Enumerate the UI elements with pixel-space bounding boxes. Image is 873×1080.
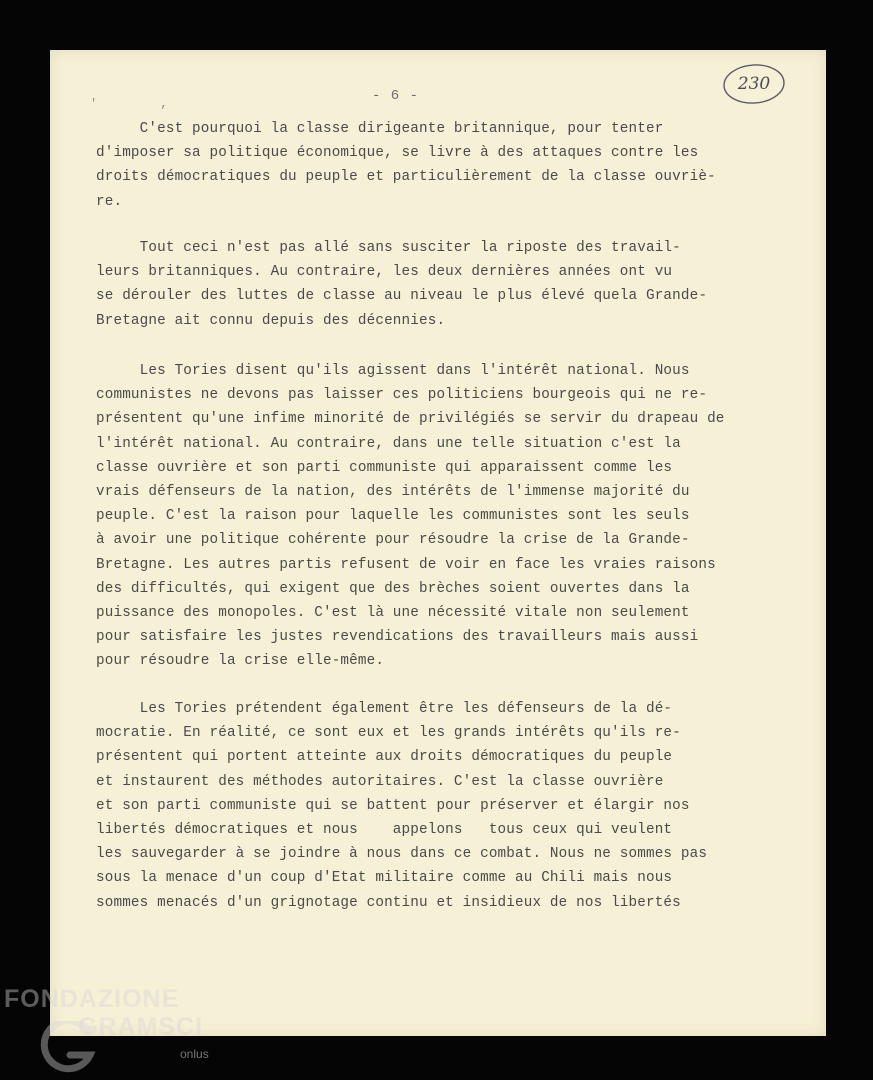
text-line: peuple. C'est la raison pour laquelle les communistes sont les seuls xyxy=(96,508,690,525)
text-line: Tout ceci n'est pas allé sans susciter la riposte des travail- xyxy=(96,240,681,256)
text-line: re. xyxy=(96,193,123,210)
text-line: les sauvegarder à se joindre à nous dans ce combat. Nous ne sommes pas xyxy=(96,846,708,863)
text-line: à avoir une politique cohérente pour résoudre la crise de la Grande- xyxy=(96,532,690,549)
watermark-line1: FONDAZIONE xyxy=(4,985,180,1013)
text-line: et instaurent des méthodes autoritaires. C'est la classe ouvrière xyxy=(96,773,664,790)
fondazione-gramsci-watermark xyxy=(4,985,214,1075)
watermark-suffix: onlus xyxy=(180,1047,209,1061)
text-line: mocratie. En réalité, ce sont eux et les grands intérêts qu'ils re- xyxy=(96,725,681,742)
text-line: d'imposer sa politique économique, se livre à des attaques contre les xyxy=(96,145,699,162)
text-line: se dérouler des luttes de classe au niveau le plus élevé quela Grande- xyxy=(96,288,708,305)
paragraph-3 xyxy=(96,359,756,674)
text-line: et son parti communiste qui se battent pour préserver et élargir nos xyxy=(96,797,690,814)
page-number: - 6 - xyxy=(372,88,420,104)
text-line: l'intérêt national. Au contraire, dans une telle situation c'est la xyxy=(96,435,681,452)
text-line: pour résoudre la crise elle-même. xyxy=(96,653,385,670)
text-line: vrais défenseurs de la nation, des intérêts de l'immense majorité du xyxy=(96,484,690,501)
text-line: sous la menace d'un coup d'Etat militaire comme au Chili mais nous xyxy=(96,870,673,887)
text-line: droits démocratiques du peuple et particulièrement de la classe ouvriè- xyxy=(96,169,716,186)
text-line: puissance des monopoles. C'est là une nécessité vitale non seulement xyxy=(96,605,690,622)
text-line: communistes ne devons pas laisser ces politiciens bourgeois qui ne re- xyxy=(96,387,708,404)
text-line: libertés démocratiques et nous appelons tous ceux qui veulent xyxy=(96,822,673,839)
folio-number: 230 xyxy=(737,74,771,94)
text-line: Bretagne. Les autres partis refusent de voir en face les vraies raisons xyxy=(96,556,716,573)
watermark-line2: GRAMSCI xyxy=(78,1013,204,1041)
text-line: sommes menacés d'un grignotage continu et insidieux de nos libertés xyxy=(96,894,681,911)
paragraph-2 xyxy=(96,236,756,333)
text-line: Les Tories prétendent également être les défenseurs de la dé- xyxy=(96,701,673,717)
text-line: présentent qui portent atteinte aux droits démocratiques du peuple xyxy=(96,749,673,766)
text-line: pour satisfaire les justes revendications des travailleurs mais aussi xyxy=(96,629,699,646)
paragraph-1 xyxy=(96,117,756,214)
text-line: leurs britanniques. Au contraire, les deux dernières années ont vu xyxy=(96,264,673,281)
text-line: Bretagne ait connu depuis des décennies. xyxy=(96,312,446,329)
text-line: Les Tories disent qu'ils agissent dans l'intérêt national. Nous xyxy=(96,363,690,379)
text-line: C'est pourquoi la classe dirigeante britannique, pour tenter xyxy=(96,121,664,137)
text-line: présentent qu'une infime minorité de privilégiés se servir du drapeau de xyxy=(96,411,725,428)
folio-stamp xyxy=(722,62,786,106)
text-line: des difficultés, qui exigent que des brèches soient ouvertes dans la xyxy=(96,580,690,597)
paragraph-4 xyxy=(96,697,756,915)
margin-marks: ' , xyxy=(90,97,196,111)
text-line: classe ouvrière et son parti communiste qui apparaissent comme les xyxy=(96,459,673,476)
